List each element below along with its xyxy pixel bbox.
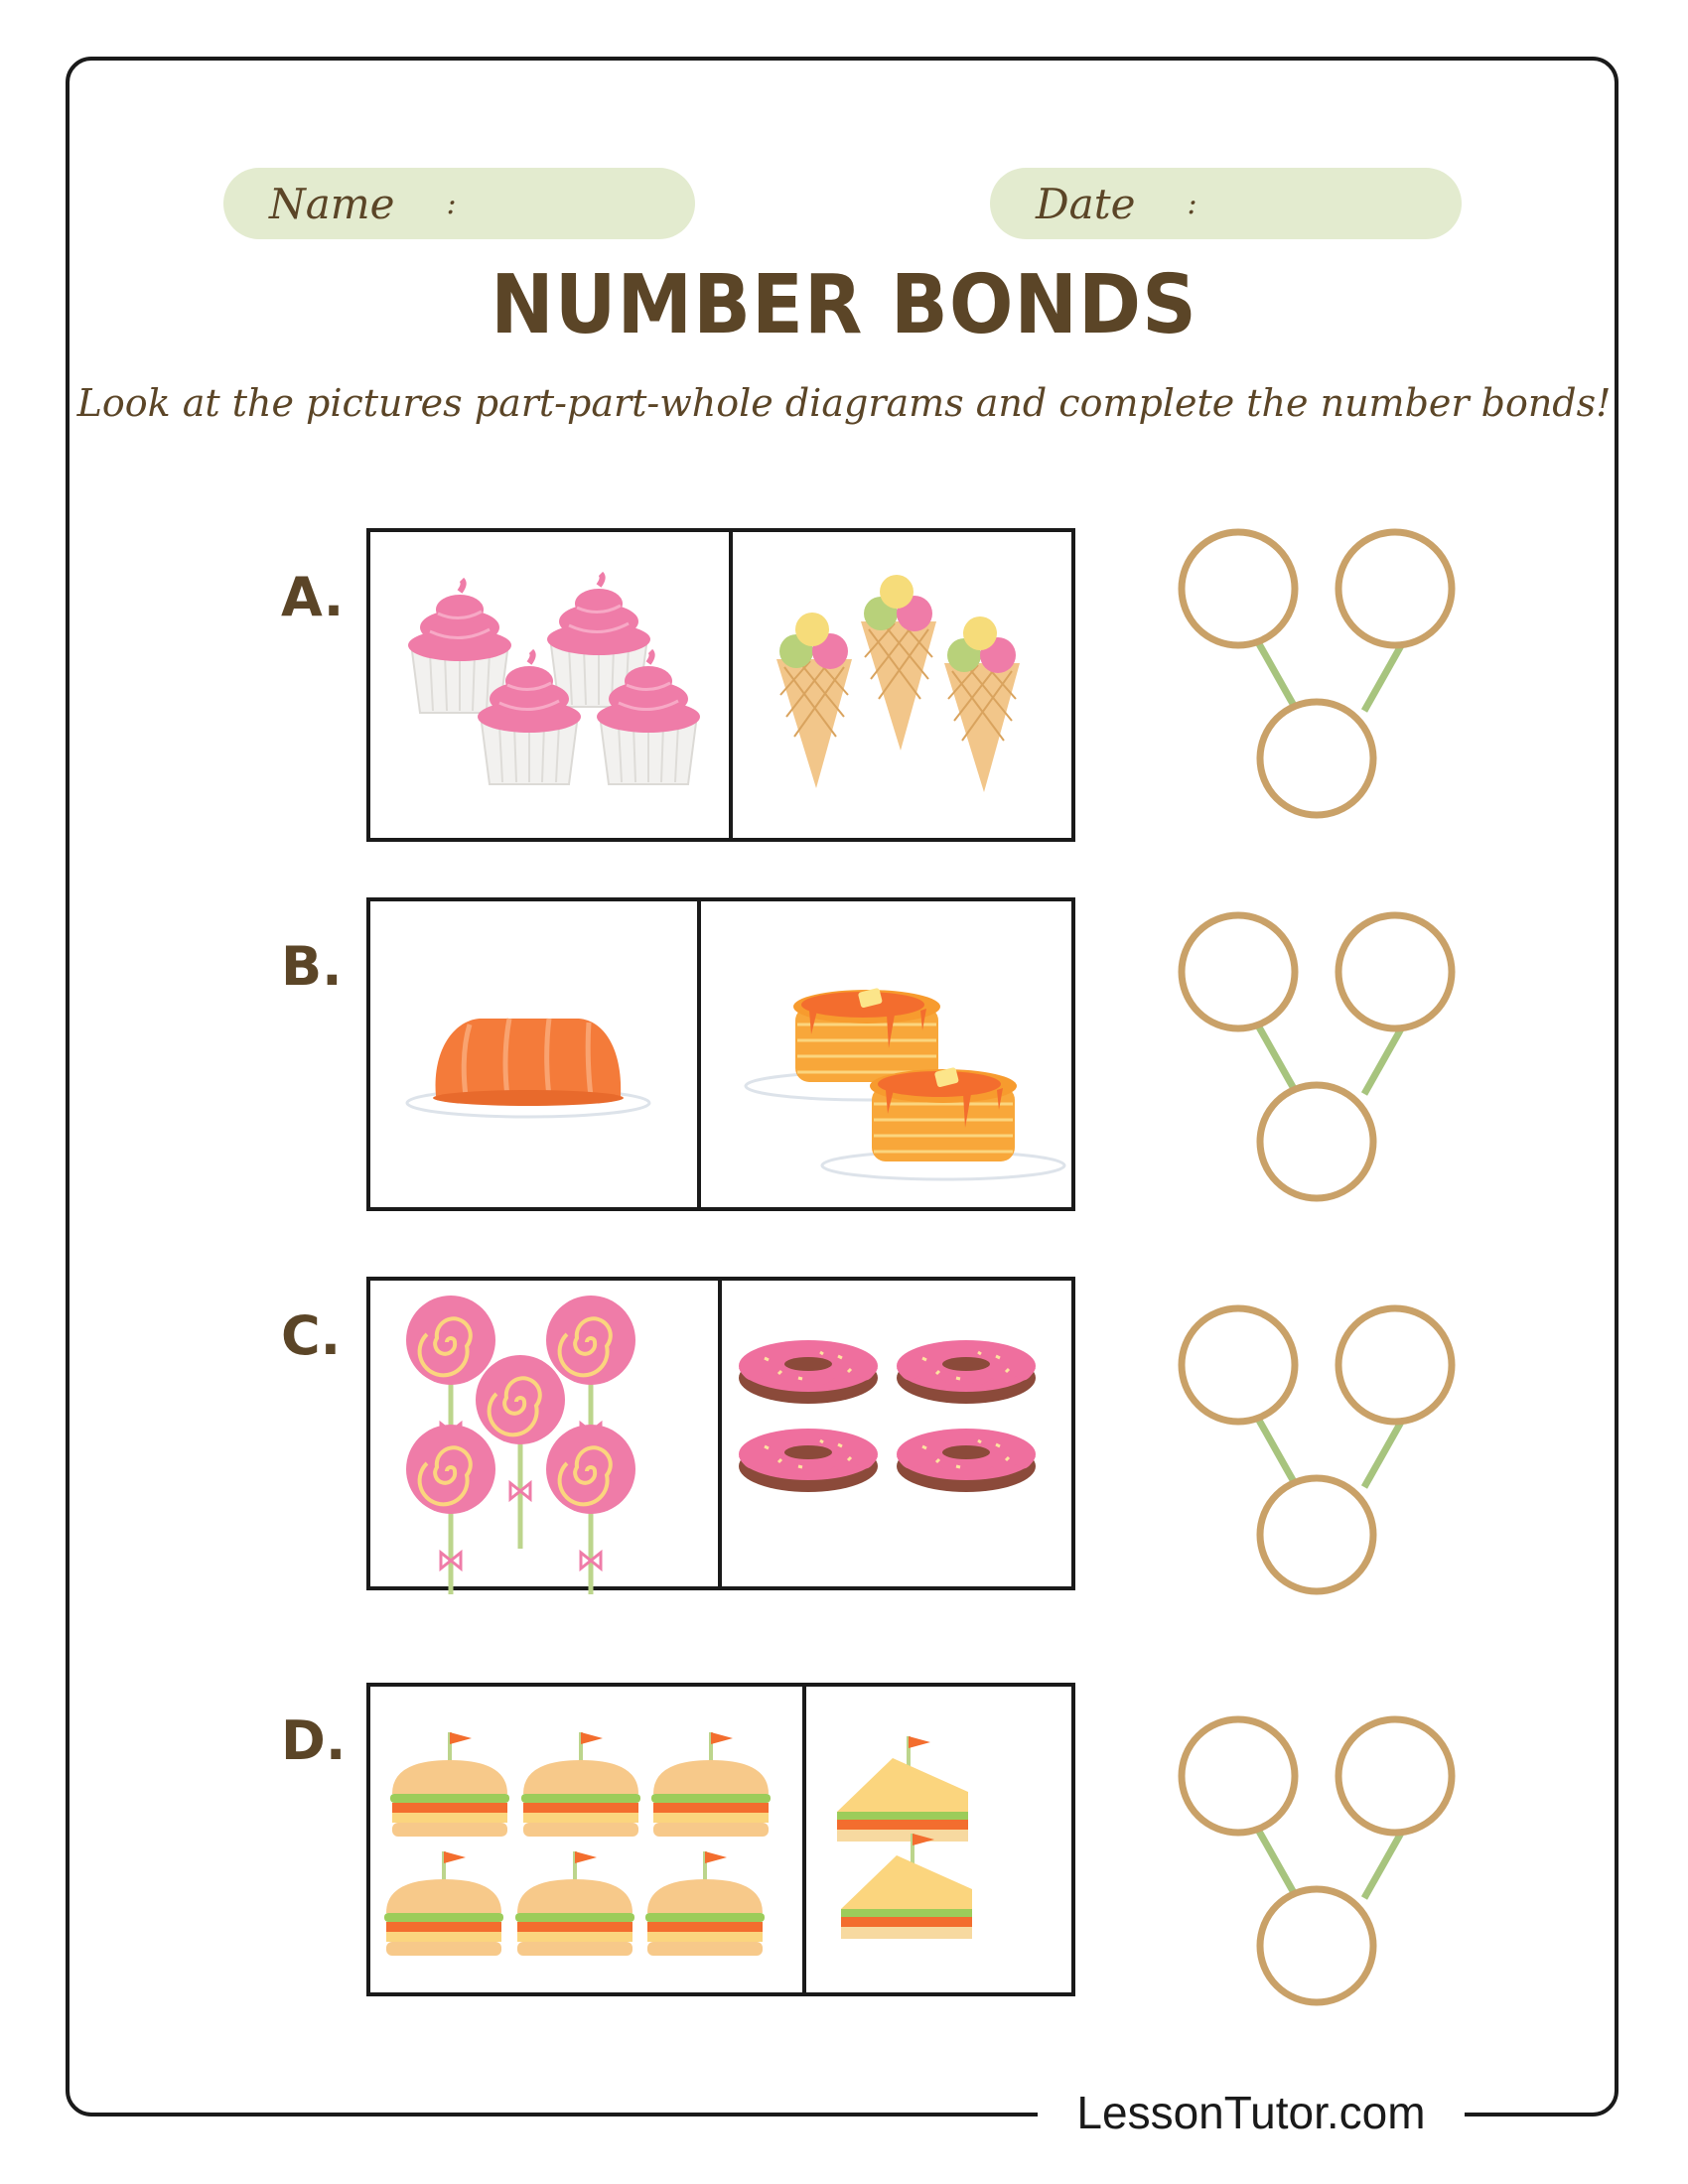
number-bond-d xyxy=(1172,1713,1489,2011)
bond-connector xyxy=(1253,1410,1297,1487)
picture-divider xyxy=(697,901,701,1207)
part-circle-left[interactable] xyxy=(1182,1308,1295,1422)
donut-icon xyxy=(739,1340,878,1404)
problem-label-b: B. xyxy=(281,935,343,998)
part-circle-left[interactable] xyxy=(1182,532,1295,645)
picture-set-c xyxy=(370,1281,1079,1594)
ice-cream-cone-icon xyxy=(944,616,1020,792)
ice-cream-cone-icon xyxy=(861,575,936,751)
sandwich-icon xyxy=(837,1736,968,1842)
worksheet-title: NUMBER BONDS xyxy=(491,256,1197,352)
problem-label-c: C. xyxy=(281,1304,342,1367)
jelly-icon xyxy=(407,1019,649,1117)
number-bond-a xyxy=(1172,526,1489,824)
problem-label-a: A. xyxy=(281,566,345,628)
name-colon: : xyxy=(446,186,457,221)
name-field[interactable] xyxy=(223,168,695,239)
picture-set-d xyxy=(370,1687,1079,2000)
picture-box-d xyxy=(366,1683,1075,1996)
picture-set-b xyxy=(370,901,1079,1215)
part-circle-right[interactable] xyxy=(1338,915,1452,1028)
burger-icon xyxy=(384,1851,503,1956)
sandwich-icon xyxy=(841,1834,972,1939)
burger-icon xyxy=(521,1732,640,1837)
picture-divider xyxy=(718,1281,722,1586)
bond-connector xyxy=(1253,1821,1297,1898)
number-bond-b xyxy=(1172,909,1489,1207)
problem-label-d: D. xyxy=(281,1709,347,1772)
bond-connector xyxy=(1253,633,1297,711)
whole-circle[interactable] xyxy=(1260,702,1373,815)
picture-box-b xyxy=(366,897,1075,1211)
whole-circle[interactable] xyxy=(1260,1085,1373,1198)
picture-set-a xyxy=(370,532,1079,846)
date-field[interactable] xyxy=(990,168,1462,239)
lollipop-icon xyxy=(406,1425,495,1594)
part-circle-right[interactable] xyxy=(1338,532,1452,645)
burger-icon xyxy=(390,1732,509,1837)
donut-icon xyxy=(897,1340,1036,1404)
whole-circle[interactable] xyxy=(1260,1478,1373,1591)
part-circle-right[interactable] xyxy=(1338,1308,1452,1422)
part-circle-right[interactable] xyxy=(1338,1719,1452,1833)
date-colon: : xyxy=(1187,186,1197,221)
bond-connector xyxy=(1253,1017,1297,1094)
burger-icon xyxy=(645,1851,765,1956)
burger-icon xyxy=(651,1732,771,1837)
burger-icon xyxy=(515,1851,634,1956)
donut-icon xyxy=(897,1429,1036,1492)
footer-brand: LessonTutor.com xyxy=(1038,2083,1465,2142)
picture-divider xyxy=(802,1687,806,1992)
part-circle-left[interactable] xyxy=(1182,915,1295,1028)
instructions: Look at the pictures part-part-whole diagrams and complete the number bonds! xyxy=(76,381,1612,425)
lollipop-icon xyxy=(546,1425,635,1594)
picture-box-c xyxy=(366,1277,1075,1590)
picture-divider xyxy=(729,532,733,838)
picture-box-a xyxy=(366,528,1075,842)
whole-circle[interactable] xyxy=(1260,1889,1373,2002)
part-circle-left[interactable] xyxy=(1182,1719,1295,1833)
ice-cream-cone-icon xyxy=(776,613,852,788)
date-label: Date xyxy=(1036,179,1136,228)
number-bond-c xyxy=(1172,1302,1489,1600)
donut-icon xyxy=(739,1429,878,1492)
name-label: Name xyxy=(269,179,395,228)
